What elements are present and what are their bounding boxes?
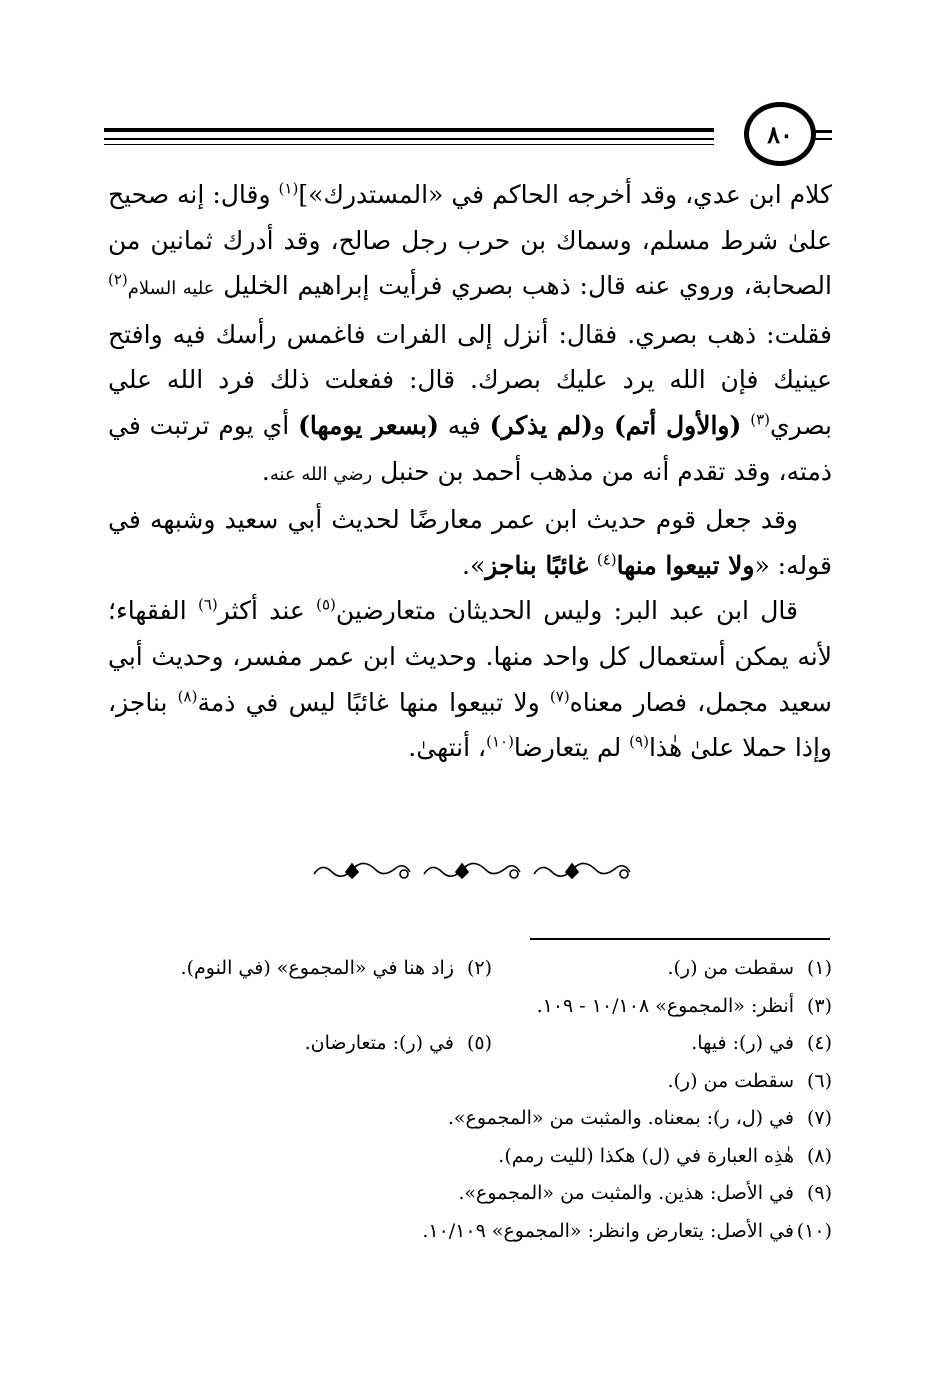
text-run: كلام ابن عدي، وقد أخرجه الحاكم في «المستدرك»] bbox=[298, 180, 832, 209]
footnote-row bbox=[108, 1063, 832, 1101]
footnote-number: (٨) bbox=[806, 1144, 832, 1167]
footnote-number: (٤) bbox=[806, 1032, 832, 1054]
page-header bbox=[104, 100, 832, 164]
header-rule bbox=[104, 144, 714, 145]
footnote bbox=[305, 1025, 492, 1063]
footnote-ref[interactable]: (٤) bbox=[596, 550, 617, 569]
footnote-ref[interactable]: (٩) bbox=[629, 732, 649, 751]
paragraph bbox=[108, 172, 832, 497]
footnote bbox=[422, 1213, 832, 1251]
footnote-number: (١٠) bbox=[796, 1219, 832, 1242]
footnote-row bbox=[108, 1025, 832, 1063]
header-rule bbox=[104, 138, 714, 140]
text-run: ولا تبيعوا منها غائبًا ليس في ذمة bbox=[197, 687, 550, 717]
bold-quote: ولا تبيعوا منها bbox=[616, 550, 755, 580]
main-text bbox=[108, 172, 832, 771]
footnote-text: في الأصل: يتعارض وانظر: «المجموع» ١٠/١٠٩. bbox=[422, 1219, 794, 1242]
text-run: ، أنتهىٰ. bbox=[408, 733, 487, 763]
footnote-text: في الأصل: هذين. والمثبت من «المجموع». bbox=[458, 1182, 794, 1204]
footnote bbox=[448, 1100, 832, 1138]
honorific-glyph: رضي الله عنه bbox=[269, 463, 373, 485]
paragraph bbox=[108, 497, 832, 588]
bold-quote: غائبًا بناجز bbox=[485, 550, 597, 580]
footnote-ref[interactable]: (٢) bbox=[108, 270, 128, 289]
bold-quote: (لم يذكر) bbox=[489, 410, 593, 440]
bold-quote: (والأول أتم) bbox=[613, 410, 742, 440]
footnote-text: في (ل، ر): بمعناه. والمثبت من «المجموع». bbox=[447, 1107, 794, 1129]
footnote-text: أنظر: «المجموع» ١٠/١٠٨ - ١٠٩. bbox=[536, 994, 794, 1017]
footnote-ref[interactable]: (٨) bbox=[177, 687, 198, 706]
footnote-text: هٰذِه العبارة في (ل) هكذا (لليت رمم). bbox=[498, 1144, 794, 1167]
footnote-row bbox=[108, 1175, 832, 1213]
page-number: ٨٠ bbox=[767, 119, 793, 149]
footnote-row bbox=[108, 988, 832, 1026]
footnote-number: (٣) bbox=[806, 994, 832, 1017]
footnote-row bbox=[108, 1138, 832, 1176]
text-run: قال ابن عبد البر: وليس الحديثان متعارضين bbox=[335, 596, 798, 626]
footnote bbox=[537, 988, 832, 1026]
text-run: أي يوم ترتبت في ذمته، وقد تقدم أنه من مذهب أحمد بن حنبل bbox=[108, 410, 832, 486]
footnote-ref[interactable]: (١) bbox=[278, 179, 299, 198]
footnote-text: في (ر): متعارضان. bbox=[304, 1032, 454, 1054]
text-run: . bbox=[261, 456, 270, 486]
footnote-number: (١) bbox=[806, 957, 832, 979]
honorific-glyph: عليه السلام bbox=[127, 278, 215, 300]
footnote-number: (٧) bbox=[806, 1107, 832, 1129]
footnote bbox=[667, 1063, 832, 1101]
footnote-row bbox=[108, 1100, 832, 1138]
footnote-ref[interactable]: (٦) bbox=[197, 596, 218, 615]
text-run bbox=[741, 411, 750, 440]
footnote bbox=[181, 950, 492, 988]
footnote-ref[interactable]: (٥) bbox=[316, 596, 336, 615]
text-run: و bbox=[592, 410, 614, 440]
text-run: الفقهاء؛ لأنه يمكن أستعمال كل واحد منها. وحديث ابن عمر مفسر، وحديث أبي سعيد مجمل، فصار معناه bbox=[108, 596, 833, 717]
footnote-text: زاد هنا في «المجموع» (في النوم). bbox=[180, 957, 454, 979]
text-run: لم يتعارضا bbox=[513, 733, 630, 763]
footnote-number: (٥) bbox=[466, 1032, 492, 1054]
text-run: بناجز، وإذا حملا علىٰ هٰذا bbox=[108, 687, 832, 763]
footnote-text: سقطت من (ر). bbox=[667, 957, 794, 979]
footnote bbox=[498, 1138, 832, 1176]
footnote-number: (٢) bbox=[466, 957, 492, 979]
text-run: عند أكثر bbox=[217, 596, 317, 626]
footnote-text: سقطت من (ر). bbox=[667, 1069, 794, 1092]
footnote-number: (٩) bbox=[806, 1182, 832, 1204]
footnotes bbox=[108, 950, 832, 1250]
text-run: وقد جعل قوم حديث ابن عمر معارضًا لحديث أبي سعيد وشبهه في قوله: « bbox=[108, 505, 832, 580]
bold-quote: (بسعر يومها) bbox=[298, 410, 439, 440]
section-divider-ornament bbox=[306, 856, 636, 886]
footnote-ref[interactable]: (٧) bbox=[549, 687, 570, 706]
footnote-text: في (ر): فيها. bbox=[691, 1032, 794, 1054]
footnote-row bbox=[108, 950, 832, 988]
page-number-badge bbox=[744, 102, 816, 166]
header-rule bbox=[104, 128, 714, 132]
footnote-row bbox=[108, 1213, 832, 1251]
text-run: ». bbox=[462, 550, 486, 580]
footnote-number: (٦) bbox=[806, 1069, 832, 1092]
footnote-ref[interactable]: (١٠) bbox=[486, 732, 514, 751]
footnote bbox=[492, 1025, 832, 1063]
footnote-separator bbox=[530, 938, 830, 940]
footnote bbox=[458, 1175, 832, 1213]
paragraph bbox=[108, 588, 832, 770]
text-run: فقلت: ذهب بصري. فقال: أنزل إلى الفرات فاغمس رأسك فيه وافتح عينيك فإن الله يرد عليك بصرك. قال: ففعلت ذلك فرد الله علي بصري bbox=[108, 319, 833, 440]
text-run: فيه bbox=[438, 410, 490, 440]
text-run: وقال: إنه صحيح علىٰ شرط مسلم، وسماك بن حرب رجل صالح، وقد أدرك ثمانين من الصحابة، وروي عنه قال: ذهب بصري فرأيت إبراهيم الخليل bbox=[108, 180, 832, 301]
footnote bbox=[492, 950, 832, 988]
footnote-ref[interactable]: (٣) bbox=[750, 410, 771, 429]
